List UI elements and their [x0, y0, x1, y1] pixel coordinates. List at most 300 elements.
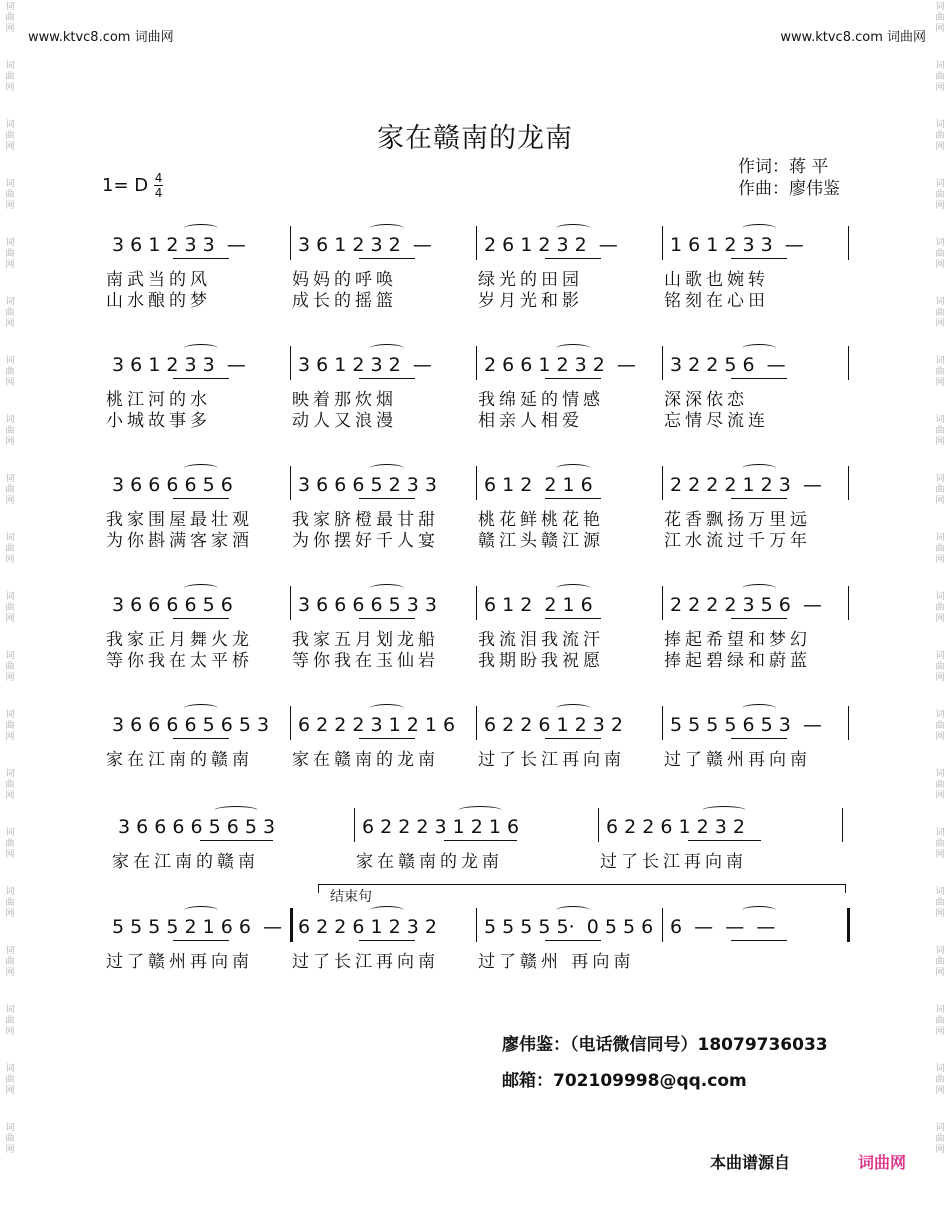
watermark-glyph-group — [4, 238, 16, 271]
lyric-text: 山水酿的梦 — [106, 291, 211, 311]
watermark-char: 网 — [935, 201, 945, 211]
barline — [662, 706, 663, 740]
lyric-text: 深深依恋 — [664, 390, 748, 410]
measure-notes: 2 6 1 2 3 2 — — [484, 234, 618, 256]
notes-row — [106, 586, 850, 630]
watermark-char: 词 — [5, 592, 15, 602]
lyric-text: 妈妈的呼唤 — [292, 270, 397, 290]
watermark-char: 曲 — [935, 839, 945, 849]
lyric-text: 相亲人相爱 — [478, 411, 583, 431]
watermark-char: 网 — [5, 850, 15, 860]
notes-row — [106, 466, 850, 510]
beam-underline — [444, 840, 517, 841]
slur-mark — [184, 584, 217, 593]
measure-notes: 5 5 5 5 5· 0 5 5 6 — [484, 916, 654, 938]
watermark-char: 曲 — [5, 957, 15, 967]
watermark-char: 曲 — [5, 1134, 15, 1144]
score-system — [106, 226, 850, 312]
beam-underline — [731, 498, 787, 499]
beam-underline — [545, 378, 601, 379]
watermark-char: 网 — [935, 496, 945, 506]
watermark-char: 网 — [5, 437, 15, 447]
watermark-char: 曲 — [935, 426, 945, 436]
watermark-char: 曲 — [5, 190, 15, 200]
watermark-char: 曲 — [5, 662, 15, 672]
slur-mark — [742, 224, 775, 233]
score-system — [106, 586, 850, 672]
beam-underline — [545, 618, 601, 619]
watermark-char: 网 — [935, 968, 945, 978]
score-system — [106, 706, 850, 771]
lyric-text: 家在江南的赣南 — [106, 750, 253, 770]
lyric-text: 等你我在玉仙岩 — [292, 651, 439, 671]
slur-mark — [184, 344, 217, 353]
barline — [598, 808, 599, 842]
watermark-char: 网 — [935, 555, 945, 565]
notes-row — [106, 706, 850, 750]
beam-underline — [173, 258, 229, 259]
lyric-text: 岁月光和影 — [478, 291, 583, 311]
watermark-glyph-group — [934, 2, 946, 35]
measure-notes: 3 6 1 2 3 3 — — [112, 354, 246, 376]
watermark-glyph-group — [4, 474, 16, 507]
slur-mark — [702, 806, 746, 815]
watermark-char: 词 — [935, 592, 945, 602]
measure-notes: 6 1 2 2 1 6 — [484, 474, 593, 496]
watermark-glyph-group — [934, 179, 946, 212]
footer-brand[interactable]: 词曲网 — [858, 1153, 907, 1172]
barline — [290, 226, 291, 260]
barline — [476, 346, 477, 380]
contact-phone: 廖伟鉴：（电话微信同号）18079736033 — [502, 1035, 828, 1055]
measure-notes: 3 6 6 6 6 5 6 — [112, 474, 233, 496]
watermark-char: 网 — [935, 1086, 945, 1096]
lyric-text: 江水流过千万年 — [664, 531, 811, 551]
slur-mark — [184, 704, 217, 713]
beam-underline — [545, 258, 601, 259]
watermark-char: 曲 — [935, 131, 945, 141]
watermark-char: 曲 — [5, 898, 15, 908]
watermark-char: 词 — [5, 61, 15, 71]
watermark-char: 曲 — [935, 780, 945, 790]
watermark-char: 词 — [935, 651, 945, 661]
barline — [290, 346, 291, 380]
header-site-left[interactable]: www.ktvc8.com 词曲网 — [28, 30, 174, 45]
left-watermark-strip — [0, 0, 20, 1209]
lyric-text: 家在江南的赣南 — [112, 852, 259, 872]
slur-mark — [742, 584, 775, 593]
watermark-char: 曲 — [935, 1016, 945, 1026]
watermark-char: 网 — [935, 142, 945, 152]
watermark-char: 曲 — [5, 367, 15, 377]
watermark-char: 词 — [5, 297, 15, 307]
slur-mark — [184, 224, 217, 233]
slur-mark — [556, 906, 589, 915]
barline — [476, 466, 477, 500]
beam-underline — [731, 738, 787, 739]
contact-email: 邮箱：702109998@qq.com — [502, 1071, 747, 1091]
watermark-char: 词 — [5, 120, 15, 130]
lyricist: 作词：蒋 平 — [738, 157, 829, 177]
watermark-char: 网 — [935, 1145, 945, 1155]
watermark-glyph-group — [934, 592, 946, 625]
slur-mark — [370, 344, 403, 353]
watermark-glyph-group — [934, 946, 946, 979]
watermark-char: 词 — [5, 533, 15, 543]
watermark-char: 网 — [935, 437, 945, 447]
lyric-text: 我家围屋最壮观 — [106, 510, 253, 530]
watermark-char: 曲 — [5, 249, 15, 259]
watermark-char: 词 — [935, 2, 945, 12]
watermark-char: 词 — [935, 946, 945, 956]
beam-underline — [173, 498, 229, 499]
watermark-char: 词 — [5, 769, 15, 779]
barline — [290, 466, 291, 500]
notes-row — [106, 908, 850, 952]
watermark-char: 曲 — [5, 72, 15, 82]
measure-notes: 3 6 6 6 6 5 3 3 — [298, 594, 437, 616]
watermark-glyph-group — [4, 1123, 16, 1156]
slur-mark — [556, 584, 589, 593]
watermark-char: 曲 — [5, 603, 15, 613]
lyric-row — [106, 952, 850, 973]
slur-mark — [458, 806, 502, 815]
watermark-char: 词 — [935, 1064, 945, 1074]
lyric-text: 绿光的田园 — [478, 270, 583, 290]
lyric-text: 家在赣南的龙南 — [292, 750, 439, 770]
barline — [476, 586, 477, 620]
watermark-glyph-group — [4, 415, 16, 448]
watermark-char: 词 — [5, 1064, 15, 1074]
time-sig-top: 4 — [154, 171, 163, 185]
header-site-right[interactable]: www.ktvc8.com 词曲网 — [780, 30, 926, 45]
beam-underline — [545, 498, 601, 499]
watermark-glyph-group — [4, 61, 16, 94]
watermark-char: 曲 — [935, 957, 945, 967]
barline — [290, 706, 291, 740]
measure-notes: 2 2 2 2 1 2 3 — — [670, 474, 822, 496]
watermark-char: 网 — [935, 614, 945, 624]
lyric-text: 过了长江再向南 — [292, 952, 439, 972]
watermark-char: 网 — [935, 909, 945, 919]
watermark-glyph-group — [4, 356, 16, 389]
lyric-row — [106, 630, 850, 651]
watermark-char: 网 — [5, 24, 15, 34]
beam-underline — [545, 738, 601, 739]
beam-underline — [359, 738, 415, 739]
lyric-text: 忘情尽流连 — [664, 411, 769, 431]
watermark-glyph-group — [4, 710, 16, 743]
watermark-char: 网 — [935, 791, 945, 801]
watermark-char: 词 — [935, 61, 945, 71]
measure-notes: 1 6 1 2 3 3 — — [670, 234, 804, 256]
slur-mark — [556, 464, 589, 473]
lyric-text: 捧起碧绿和蔚蓝 — [664, 651, 811, 671]
measure-notes: 3 6 6 6 6 5 6 5 3 — [118, 816, 276, 838]
notes-row — [106, 226, 850, 270]
watermark-glyph-group — [4, 297, 16, 330]
beam-underline — [359, 618, 415, 619]
watermark-char: 词 — [935, 474, 945, 484]
watermark-char: 曲 — [935, 72, 945, 82]
watermark-char: 曲 — [935, 544, 945, 554]
slur-mark — [370, 464, 403, 473]
watermark-glyph-group — [934, 533, 946, 566]
slur-mark — [556, 704, 589, 713]
score-system — [106, 908, 850, 973]
song-title: 家在赣南的龙南 — [377, 123, 573, 154]
measure-notes: 6 2 2 2 3 1 2 1 6 — [298, 714, 456, 736]
watermark-char: 网 — [5, 142, 15, 152]
watermark-char: 网 — [5, 260, 15, 270]
lyric-row — [106, 411, 850, 432]
watermark-char: 曲 — [5, 839, 15, 849]
watermark-char: 网 — [5, 909, 15, 919]
barline — [848, 706, 849, 740]
measure-notes: 2 2 2 2 3 5 6 — — [670, 594, 822, 616]
measure-notes: 6 2 2 6 1 2 3 2 — [606, 816, 745, 838]
watermark-glyph-group — [4, 769, 16, 802]
barline — [848, 226, 849, 260]
watermark-char: 网 — [935, 1027, 945, 1037]
watermark-char: 网 — [935, 850, 945, 860]
lyric-text: 捧起希望和梦幻 — [664, 630, 811, 650]
watermark-char: 词 — [935, 533, 945, 543]
slur-mark — [370, 224, 403, 233]
watermark-char: 网 — [935, 83, 945, 93]
watermark-char: 网 — [5, 378, 15, 388]
right-watermark-strip — [930, 0, 950, 1209]
watermark-char: 词 — [5, 651, 15, 661]
watermark-char: 网 — [5, 1145, 15, 1155]
notes-row — [112, 808, 844, 852]
watermark-glyph-group — [934, 887, 946, 920]
barline — [290, 908, 293, 942]
watermark-char: 词 — [935, 710, 945, 720]
watermark-glyph-group — [4, 651, 16, 684]
barline — [476, 706, 477, 740]
measure-notes: 6 2 2 2 3 1 2 1 6 — [362, 816, 520, 838]
measure-notes: 3 6 6 6 6 5 6 — [112, 594, 233, 616]
lyric-row — [106, 531, 850, 552]
watermark-glyph-group — [934, 238, 946, 271]
lyric-text: 我流泪我流汗 — [478, 630, 604, 650]
watermark-char: 网 — [5, 555, 15, 565]
footer-source-label: 本曲谱源自 — [710, 1153, 791, 1172]
lyric-text: 我家五月划龙船 — [292, 630, 439, 650]
watermark-char: 曲 — [5, 780, 15, 790]
watermark-char: 网 — [5, 614, 15, 624]
watermark-glyph-group — [934, 415, 946, 448]
beam-underline — [359, 378, 415, 379]
beam-underline — [545, 940, 601, 941]
slur-mark — [742, 906, 775, 915]
beam-underline — [173, 738, 229, 739]
measure-notes: 3 6 1 2 3 3 — — [112, 234, 246, 256]
watermark-char: 词 — [5, 415, 15, 425]
watermark-char: 词 — [935, 828, 945, 838]
watermark-char: 曲 — [935, 13, 945, 23]
watermark-glyph-group — [934, 651, 946, 684]
watermark-char: 曲 — [5, 485, 15, 495]
lyric-row — [106, 390, 850, 411]
watermark-char: 曲 — [935, 721, 945, 731]
lyric-text: 南武当的风 — [106, 270, 211, 290]
watermark-char: 词 — [935, 1005, 945, 1015]
measure-notes: 3 6 6 6 5 2 3 3 — [298, 474, 437, 496]
barline — [662, 586, 663, 620]
beam-underline — [359, 258, 415, 259]
watermark-char: 曲 — [5, 13, 15, 23]
lyric-text: 桃花鲜桃花艳 — [478, 510, 604, 530]
watermark-char: 网 — [5, 732, 15, 742]
beam-underline — [173, 618, 229, 619]
barline — [662, 226, 663, 260]
watermark-char: 网 — [935, 378, 945, 388]
measure-notes: 3 2 2 5 6 — — [670, 354, 786, 376]
barline — [290, 586, 291, 620]
barline — [848, 346, 849, 380]
watermark-glyph-group — [934, 474, 946, 507]
barline — [847, 908, 850, 942]
watermark-glyph-group — [934, 356, 946, 389]
watermark-char: 曲 — [5, 308, 15, 318]
measure-notes: 3 6 1 2 3 2 — — [298, 234, 432, 256]
lyric-text: 过了赣州 再向南 — [478, 952, 635, 972]
lyric-text: 小城故事多 — [106, 411, 211, 431]
slur-mark — [370, 704, 403, 713]
watermark-char: 网 — [935, 732, 945, 742]
watermark-char: 词 — [935, 356, 945, 366]
watermark-char: 曲 — [935, 603, 945, 613]
beam-underline — [731, 618, 787, 619]
watermark-char: 网 — [935, 260, 945, 270]
slur-mark — [556, 224, 589, 233]
lyric-text: 成长的摇篮 — [292, 291, 397, 311]
measure-notes: 6 2 2 6 1 2 3 2 — [298, 916, 437, 938]
measure-notes: 2 6 6 1 2 3 2 — — [484, 354, 636, 376]
watermark-char: 词 — [5, 1005, 15, 1015]
lyric-text: 铭刻在心田 — [664, 291, 769, 311]
beam-underline — [688, 840, 761, 841]
lyric-text: 山歌也婉转 — [664, 270, 769, 290]
watermark-glyph-group — [4, 179, 16, 212]
ending-label: 结束句 — [330, 889, 372, 905]
slur-mark — [370, 906, 403, 915]
watermark-char: 网 — [935, 673, 945, 683]
lyric-row — [106, 510, 850, 531]
watermark-char: 网 — [5, 496, 15, 506]
lyric-text: 桃江河的水 — [106, 390, 211, 410]
score-system — [112, 808, 844, 873]
barline — [354, 808, 355, 842]
watermark-char: 词 — [5, 474, 15, 484]
measure-notes: 6 — — — — [670, 916, 776, 938]
slur-mark — [214, 806, 258, 815]
watermark-char: 曲 — [935, 367, 945, 377]
slur-mark — [556, 344, 589, 353]
watermark-char: 词 — [935, 238, 945, 248]
watermark-glyph-group — [4, 1064, 16, 1097]
watermark-glyph-group — [4, 828, 16, 861]
watermark-char: 曲 — [5, 426, 15, 436]
watermark-char: 网 — [5, 83, 15, 93]
barline — [848, 466, 849, 500]
barline — [476, 908, 477, 942]
measure-notes: 3 6 6 6 6 5 6 5 3 — [112, 714, 270, 736]
watermark-char: 曲 — [5, 131, 15, 141]
watermark-glyph-group — [4, 887, 16, 920]
beam-underline — [731, 940, 787, 941]
credits — [738, 156, 840, 200]
notes-row — [106, 346, 850, 390]
lyric-text: 赣江头赣江源 — [478, 531, 604, 551]
watermark-glyph-group — [934, 1123, 946, 1156]
lyric-row — [106, 750, 850, 771]
measure-notes: 5 5 5 5 6 5 3 — — [670, 714, 822, 736]
lyric-text: 我绵延的情感 — [478, 390, 604, 410]
lyric-text: 动人又浪漫 — [292, 411, 397, 431]
watermark-glyph-group — [934, 710, 946, 743]
watermark-char: 词 — [5, 828, 15, 838]
watermark-glyph-group — [934, 297, 946, 330]
beam-underline — [173, 378, 229, 379]
watermark-glyph-group — [934, 1064, 946, 1097]
barline — [848, 586, 849, 620]
watermark-glyph-group — [934, 1005, 946, 1038]
measure-notes: 5 5 5 5 2 1 6 6 — — [112, 916, 283, 938]
watermark-char: 词 — [935, 179, 945, 189]
slur-mark — [184, 464, 217, 473]
barline — [662, 466, 663, 500]
watermark-char: 词 — [935, 297, 945, 307]
watermark-char: 曲 — [935, 249, 945, 259]
watermark-char: 词 — [5, 1123, 15, 1133]
watermark-char: 词 — [935, 415, 945, 425]
watermark-char: 网 — [935, 24, 945, 34]
beam-underline — [359, 498, 415, 499]
time-signature — [154, 172, 163, 199]
lyric-row — [106, 651, 850, 672]
slur-mark — [184, 906, 217, 915]
watermark-char: 网 — [5, 319, 15, 329]
beam-underline — [173, 940, 229, 941]
slur-mark — [742, 464, 775, 473]
watermark-char: 曲 — [935, 1134, 945, 1144]
measure-notes: 6 2 2 6 1 2 3 2 — [484, 714, 623, 736]
watermark-char: 网 — [935, 319, 945, 329]
slur-mark — [742, 704, 775, 713]
ending-bracket — [318, 884, 846, 893]
lyric-text: 过了长江再向南 — [600, 852, 747, 872]
lyric-text: 为你斟满客家酒 — [106, 531, 253, 551]
slur-mark — [370, 584, 403, 593]
lyric-text: 我家正月舞火龙 — [106, 630, 253, 650]
beam-underline — [731, 378, 787, 379]
watermark-char: 词 — [5, 238, 15, 248]
watermark-char: 曲 — [935, 190, 945, 200]
watermark-char: 网 — [5, 201, 15, 211]
watermark-char: 曲 — [5, 1075, 15, 1085]
watermark-char: 曲 — [935, 898, 945, 908]
watermark-char: 词 — [935, 887, 945, 897]
watermark-char: 曲 — [5, 1016, 15, 1026]
watermark-char: 词 — [5, 887, 15, 897]
barline — [476, 226, 477, 260]
watermark-char: 网 — [5, 968, 15, 978]
watermark-glyph-group — [934, 61, 946, 94]
watermark-char: 曲 — [5, 544, 15, 554]
